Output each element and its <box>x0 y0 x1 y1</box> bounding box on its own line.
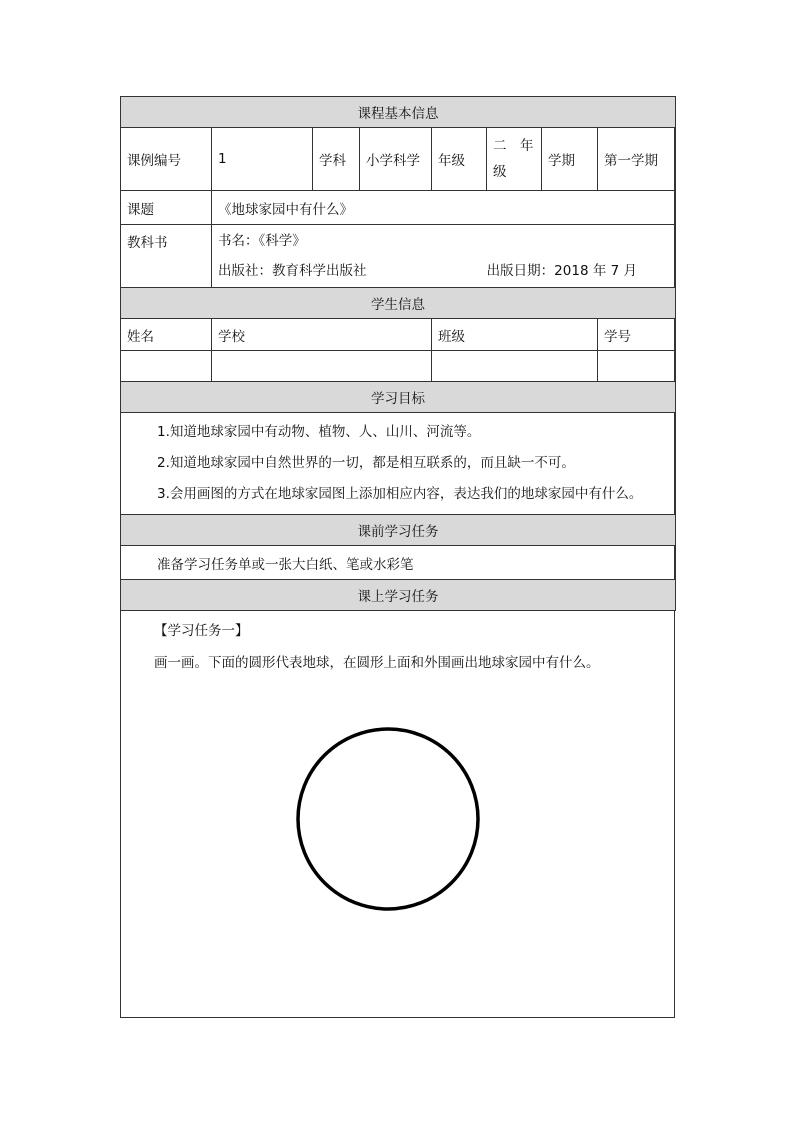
publisher: 出版社：教育科学出版社 <box>218 263 367 279</box>
grade-value-bottom: 级 <box>493 164 507 180</box>
section-pre-task: 课前学习任务 <box>121 515 676 546</box>
student-id-label: 学号 <box>598 319 676 351</box>
topic-value: 《地球家园中有什么》 <box>212 191 676 225</box>
section-goals: 学习目标 <box>121 382 676 413</box>
school-field[interactable] <box>212 351 432 382</box>
case-no-label: 课例编号 <box>121 128 212 191</box>
topic-label: 课题 <box>121 191 212 225</box>
section-basic-info: 课程基本信息 <box>121 97 676 128</box>
subject-value: 小学科学 <box>360 128 432 191</box>
section-student-info: 学生信息 <box>121 288 676 319</box>
task-instruction: 画一画。下面的圆形代表地球，在圆形上面和外围画出地球家园中有什么。 <box>154 655 600 671</box>
class-field[interactable] <box>432 351 598 382</box>
grade-label: 年级 <box>432 128 487 191</box>
textbook-label: 教科书 <box>121 225 212 288</box>
term-value: 第一学期 <box>598 128 676 191</box>
goals-list <box>121 413 676 515</box>
earth-circle[interactable] <box>296 727 486 917</box>
name-field[interactable] <box>121 351 212 382</box>
grade-value <box>487 128 542 191</box>
worksheet-table <box>120 96 676 611</box>
name-label: 姓名 <box>121 319 212 351</box>
goal-item: 2.知道地球家园中自然世界的一切，都是相互联系的，而且缺一不可。 <box>157 455 575 471</box>
book-name: 书名：《科学》 <box>218 233 306 249</box>
school-label: 学校 <box>212 319 432 351</box>
section-class-task: 课上学习任务 <box>121 580 676 611</box>
publish-date: 出版日期：2018 年 7 月 <box>486 263 637 279</box>
book-publish-line <box>218 256 669 286</box>
goal-item: 3.会用画图的方式在地球家园图上添加相应内容，表达我们的地球家园中有什么。 <box>157 486 643 502</box>
student-id-field[interactable] <box>598 351 676 382</box>
term-label: 学期 <box>542 128 598 191</box>
drawing-area[interactable] <box>121 611 674 1017</box>
case-no-value: 1 <box>212 128 313 191</box>
goal-item: 1.知道地球家园中有动物、植物、人、山川、河流等。 <box>157 424 481 440</box>
pre-task-text: 准备学习任务单或一张大白纸、笔或水彩笔 <box>121 546 676 580</box>
class-label: 班级 <box>432 319 598 351</box>
task-title: 【学习任务一】 <box>154 623 249 639</box>
subject-label: 学科 <box>313 128 360 191</box>
grade-value-top: 二 年 <box>493 138 534 154</box>
textbook-info <box>212 225 676 288</box>
